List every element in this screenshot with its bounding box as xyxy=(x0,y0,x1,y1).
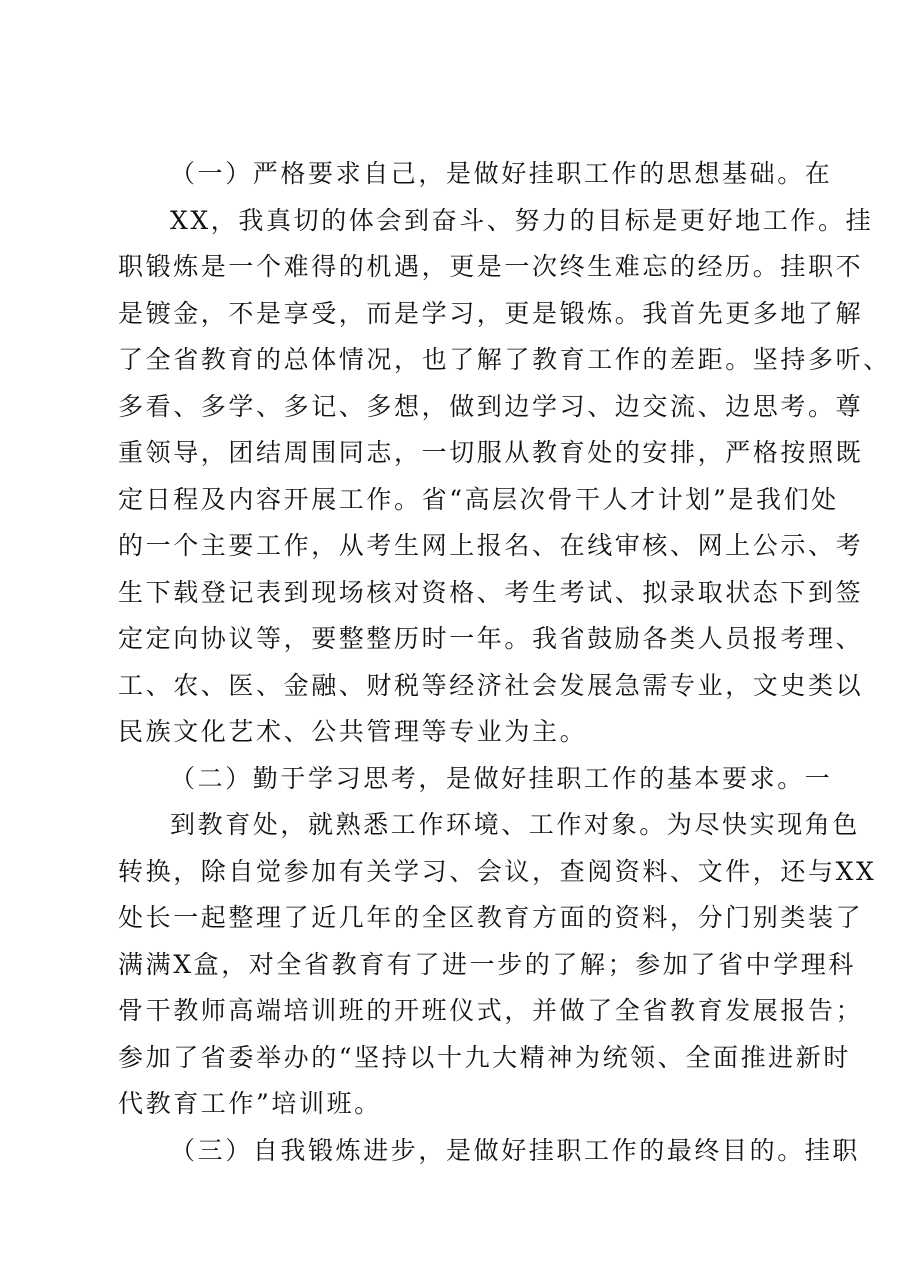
text-line-3: 职锻炼是一个难得的机遇，更是一次终生难忘的经历。挂职不 xyxy=(118,252,864,281)
text-line-21: 代教育工作”培训班。 xyxy=(118,1089,382,1118)
text-line-1: （一）严格要求自己，是做好挂职工作的思想基础。在 xyxy=(170,159,833,188)
text-line-14: （二）勤于学习思考，是做好挂职工作的基本要求。一 xyxy=(170,764,833,793)
text-line-4: 是镀金，不是享受，而是学习，更是锻炼。我首先更多地了解 xyxy=(118,299,864,328)
text-line-15: 到教育处，就熟悉工作环境、工作对象。为尽快实现角色 xyxy=(170,810,861,839)
text-line-22: （三）自我锻炼进步，是做好挂职工作的最终目的。挂职 xyxy=(170,1136,861,1165)
text-line-8: 定日程及内容开展工作。省“高层次骨干人才计划”是我们处 xyxy=(118,485,839,514)
text-line-11: 定定向协议等，要整整历时一年。我省鼓励各类人员报考理、 xyxy=(118,624,864,653)
text-line-19: 骨干教师高端培训班的开班仪式，并做了全省教育发展报告； xyxy=(118,996,864,1025)
text-line-7: 重领导，团结周围同志，一切服从教育处的安排，严格按照既 xyxy=(118,438,864,467)
text-line-20: 参加了省委举办的“坚持以十九大精神为统领、全面推进新时 xyxy=(118,1043,851,1072)
text-line-10: 生下载登记表到现场核对资格、考生考试、拟录取状态下到签 xyxy=(118,578,864,607)
text-line-18: 满满X盒，对全省教育有了进一步的了解；参加了省中学理科 xyxy=(118,950,856,979)
text-line-17: 处长一起整理了近几年的全区教育方面的资料，分门别类装了 xyxy=(118,903,864,932)
text-line-13: 民族文化艺术、公共管理等专业为主。 xyxy=(118,717,588,746)
text-line-12: 工、农、医、金融、财税等经济社会发展急需专业，文史类以 xyxy=(118,671,864,700)
text-line-5: 了全省教育的总体情况，也了解了教育工作的差距。坚持多听、 xyxy=(118,345,891,374)
text-line-16: 转换，除自觉参加有关学习、会议，查阅资料、文件，还与XX xyxy=(118,857,877,886)
text-line-6: 多看、多学、多记、多想，做到边学习、边交流、边思考。尊 xyxy=(118,392,864,421)
text-line-9: 的一个主要工作，从考生网上报名、在线审核、网上公示、考 xyxy=(118,531,864,560)
text-line-2: XX，我真切的体会到奋斗、努力的目标是更好地工作。挂 xyxy=(170,206,874,235)
